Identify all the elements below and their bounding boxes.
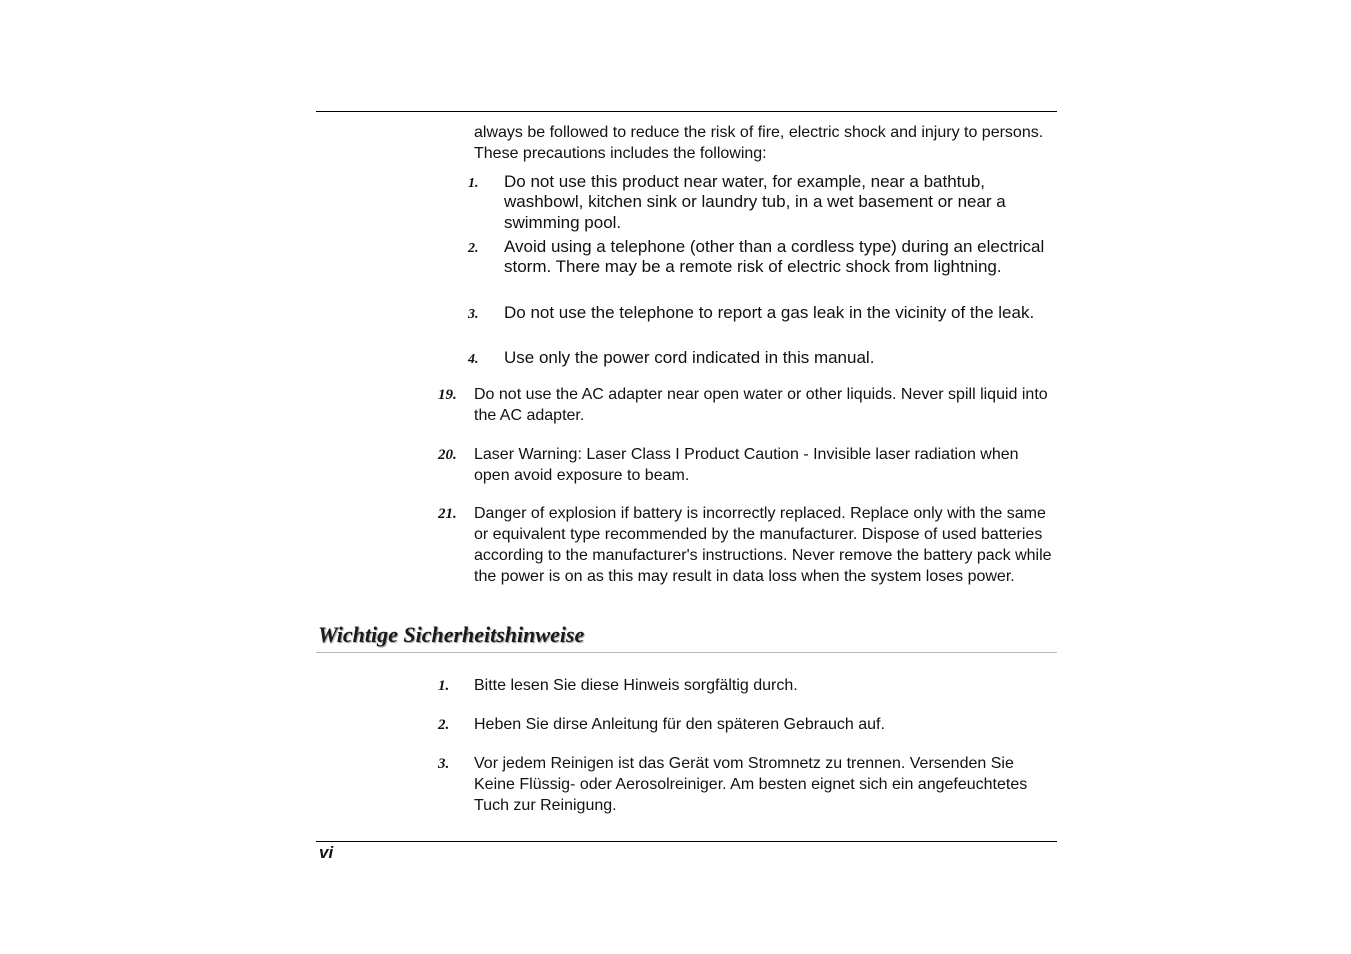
list-item-text: Use only the power cord indicated in this manual.	[504, 348, 875, 367]
item-number: 19.	[438, 387, 457, 403]
item-number: 21.	[438, 506, 457, 522]
item-number: 1.	[438, 678, 450, 694]
list-item-number: 3.	[468, 307, 479, 322]
page-number: vi	[319, 843, 334, 862]
list-item-text: Do not use the telephone to report a gas leak in the vicinity of the leak.	[504, 303, 1035, 322]
list-item-text: Avoid using a telephone (other than a cordless type) during an electrical storm. There may be a remote risk of electric shock from lightning.	[504, 237, 1045, 277]
item-text: Bitte lesen Sie diese Hinweis sorgfältig durch.	[474, 677, 798, 694]
item-text: Heben Sie dirse Anleitung für den späteren Gebrauch auf.	[474, 716, 885, 733]
item-text: Danger of explosion if battery is incorrectly replaced. Replace only with the same or equivalent type recommended by the manufacturer. Dispose of used batteries according to the manufacturer's instructions. Never remove the battery pack while the power is on as this may result in data loss when the system loses power.	[474, 505, 1052, 585]
item-number: 2.	[438, 717, 450, 733]
item-number: 3.	[438, 756, 450, 772]
item-text: Do not use the AC adapter near open water or other liquids. Never spill liquid into the AC adapter.	[474, 386, 1048, 424]
heading-rule	[316, 652, 1057, 653]
intro-paragraph: always be followed to reduce the risk of fire, electric shock and injury to persons. These precautions includes the following:	[474, 124, 1044, 162]
section-heading: Wichtige Sicherheitshinweise	[318, 622, 585, 647]
list-item-number: 1.	[468, 176, 479, 191]
list-item-number: 2.	[468, 241, 479, 256]
item-number: 20.	[438, 447, 457, 463]
item-text: Vor jedem Reinigen ist das Gerät vom Stromnetz zu trennen. Versenden Sie Keine Flüssig- oder Aerosolreiniger. Am besten eignet sich ein angefeuchtetes Tuch zur Reinigung.	[474, 755, 1028, 814]
header-rule	[316, 111, 1057, 112]
list-item-text: Do not use this product near water, for example, near a bathtub, washbowl, kitchen sink or laundry tub, in a wet basement or near a swimming pool.	[504, 172, 1006, 232]
item-text: Laser Warning: Laser Class I Product Caution - Invisible laser radiation when open avoid exposure to beam.	[474, 446, 1019, 484]
footer-rule	[316, 841, 1057, 842]
list-item-number: 4.	[468, 352, 479, 367]
